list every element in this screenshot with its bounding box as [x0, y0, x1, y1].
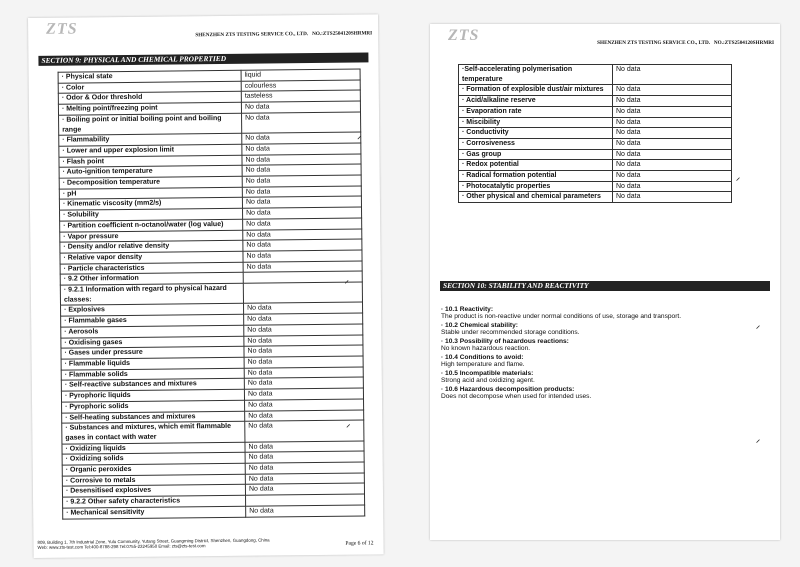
property-name: · Organic peroxides: [62, 463, 245, 476]
property-name: · Substances and mixtures, which emit flammable gases in contact with water: [62, 421, 245, 443]
property-name: · Redox potential: [459, 160, 613, 171]
property-name: · Relative vapor density: [60, 251, 243, 264]
property-name: · Decomposition temperature: [59, 176, 242, 189]
property-value: No data: [244, 335, 363, 347]
property-name: · Radical formation potential: [459, 171, 613, 182]
property-name: · Flammability: [59, 133, 242, 146]
property-value: No data: [613, 106, 732, 117]
property-value: No data: [244, 377, 363, 389]
property-value: No data: [242, 154, 361, 166]
property-name: · Flammable solids: [61, 368, 244, 381]
table-row: [459, 106, 732, 117]
property-value: No data: [241, 101, 360, 113]
property-name: · Mechanical sensitivity: [63, 506, 246, 519]
property-name: · Pyrophoric liquids: [61, 389, 244, 402]
property-name: · Oxidizing solids: [62, 453, 245, 466]
property-value: No data: [244, 356, 363, 368]
property-value: No data: [242, 132, 361, 144]
pen-mark: ⸝: [346, 419, 351, 429]
property-name: · Aerosols: [61, 325, 244, 338]
property-name: · Pyrophoric solids: [62, 400, 245, 413]
pen-mark: ⸝: [736, 173, 740, 182]
property-name: · Auto-ignition temperature: [59, 166, 242, 179]
table-row: [459, 138, 732, 149]
property-value: No data: [245, 483, 364, 495]
page-footer: [37, 537, 269, 550]
property-value: No data: [242, 164, 361, 176]
property-name: · Physical state: [58, 70, 241, 83]
property-name: · Photocatalytic properties: [459, 181, 613, 192]
property-value: No data: [244, 324, 363, 336]
property-name: · pH: [59, 187, 242, 200]
subsection-text: The product is non-reactive under normal conditions of use, storage and transport.: [441, 313, 682, 320]
property-value: No data: [613, 96, 732, 107]
property-name: · Acid/alkaline reserve: [459, 96, 613, 107]
property-name: · Boiling point or initial boiling point and boiling range: [59, 113, 242, 135]
table-row: [459, 96, 732, 107]
section-10-content: [441, 304, 771, 402]
property-name: · Oxidizing liquids: [62, 442, 245, 455]
report-number: NO.:ZTS2504120SHRMRI: [312, 30, 373, 38]
table-row: [459, 128, 732, 139]
property-value: tasteless: [241, 90, 360, 102]
property-name: · Desensitised explosives: [62, 485, 245, 498]
property-value: No data: [613, 85, 732, 96]
document-page-left: [28, 14, 384, 558]
subsection-text: Strong acid and oxidizing agent.: [441, 377, 535, 384]
property-value: No data: [245, 441, 364, 453]
subsection-heading: · 10.5 Incompatible materials:: [441, 370, 534, 377]
table-row: [459, 160, 732, 171]
property-value: No data: [245, 420, 364, 442]
property-value: No data: [613, 128, 732, 139]
table-row: [459, 85, 732, 96]
pen-mark: ⸝: [756, 435, 760, 444]
subsection-text: Stable under recommended storage conditions.: [441, 329, 580, 336]
property-name: · Oxidising gases: [61, 336, 244, 349]
document-page-right: [430, 24, 780, 540]
property-value: No data: [613, 117, 732, 128]
property-value: No data: [242, 186, 361, 198]
page-header: [195, 30, 372, 38]
property-value: No data: [243, 261, 362, 273]
property-name: · 9.2 Other information: [60, 273, 243, 286]
property-name: · Flammable gases: [61, 314, 244, 327]
page-number: Page 6 of 12: [345, 540, 374, 547]
table-row: [459, 65, 732, 85]
footer-address: 809, Building 1, 7th Industrial Zone, Yulu Community, Yutang Street, Guangming District, Shenzhen, Guangdong, China: [37, 537, 270, 545]
property-name: · Corrosive to metals: [62, 474, 245, 487]
property-value: No data: [244, 302, 363, 314]
property-name: · Partition coefficient n-octanol/water (log value): [60, 219, 243, 232]
property-value: No data: [613, 181, 732, 192]
property-value: No data: [242, 112, 361, 134]
subsection-heading: · 10.6 Hazardous decomposition products:: [441, 386, 575, 393]
property-value: No data: [242, 175, 361, 187]
property-name: · Kinematic viscosity (mm2/s): [59, 198, 242, 211]
table-row: [459, 192, 732, 203]
property-name: · Density and/or relative density: [60, 241, 243, 254]
property-name: · Melting point/freezing point: [58, 102, 241, 115]
property-value: No data: [243, 218, 362, 230]
property-value: No data: [244, 313, 363, 325]
subsection-text: High temperature and flame.: [441, 361, 525, 368]
report-number: NO.:ZTS2504120SHRMRI: [713, 40, 774, 46]
property-name: · Explosives: [61, 304, 244, 317]
company-logo: ZTS: [448, 27, 480, 44]
property-name: · Conductivity: [459, 128, 613, 139]
property-value: No data: [244, 367, 363, 379]
company-name: SHENZHEN ZTS TESTING SERVICE CO., LTD.: [195, 31, 309, 39]
property-name: · Flash point: [59, 155, 242, 168]
table-row: [459, 149, 732, 160]
property-value: No data: [244, 345, 363, 357]
property-name: · Gas group: [459, 149, 613, 160]
subsection-heading: · 10.1 Reactivity:: [441, 306, 494, 313]
property-name: · Self-reactive substances and mixtures: [61, 379, 244, 392]
property-name: ·Self-accelerating polymerisation temperature: [459, 65, 613, 85]
property-value: liquid: [241, 69, 360, 81]
pen-mark: ⸝: [357, 131, 362, 141]
pen-mark: ⸝: [756, 321, 760, 330]
table-row: [459, 117, 732, 128]
property-value: No data: [245, 451, 364, 463]
section-10-title: SECTION 10: STABILITY AND REACTIVITY: [440, 281, 770, 291]
property-name: · Evaporation rate: [459, 106, 613, 117]
properties-table-continued: [458, 64, 732, 203]
property-name: · Flammable liquids: [61, 357, 244, 370]
property-name: · Vapor pressure: [60, 230, 243, 243]
property-value: No data: [242, 143, 361, 155]
property-name: · Lower and upper explosion limit: [59, 144, 242, 157]
property-value: No data: [613, 138, 732, 149]
company-name: SHENZHEN ZTS TESTING SERVICE CO., LTD.: [597, 40, 710, 46]
property-value: No data: [243, 207, 362, 219]
property-value: No data: [613, 192, 732, 203]
footer-contacts: Web: www.zts-test.com Tel:400-8788-298 Tel:0755-23245950 Email: zts@zts-test.com: [37, 542, 206, 550]
property-name: · 9.2.2 Other safety characteristics: [63, 495, 246, 508]
subsection-heading: · 10.4 Conditions to avoid:: [441, 354, 524, 361]
property-value: colourless: [241, 80, 360, 92]
table-row: [459, 171, 732, 182]
property-name: · Miscibility: [459, 117, 613, 128]
property-value: No data: [242, 196, 361, 208]
property-value: No data: [613, 160, 732, 171]
table-row: [459, 181, 732, 192]
properties-table: [58, 69, 366, 520]
property-value: No data: [613, 149, 732, 160]
property-name: · Gases under pressure: [61, 347, 244, 360]
pen-mark: ⸝: [344, 275, 349, 285]
property-name: · Other physical and chemical parameters: [459, 192, 613, 203]
property-value: No data: [245, 462, 364, 474]
property-value: No data: [243, 239, 362, 251]
subsection-text: No known hazardous reaction.: [441, 345, 531, 352]
property-value: No data: [245, 410, 364, 422]
property-name: · Color: [58, 81, 241, 94]
property-name: · Self-heating substances and mixtures: [62, 411, 245, 424]
property-name: · Odor & Odor threshold: [58, 92, 241, 105]
property-value: No data: [245, 399, 364, 411]
company-logo: ZTS: [46, 20, 78, 38]
property-value: No data: [246, 505, 365, 517]
property-value: No data: [245, 473, 364, 485]
subsection-text: Does not decompose when used for intended uses.: [441, 393, 592, 400]
subsection-heading: · 10.2 Chemical stability:: [441, 322, 518, 329]
property-value: No data: [243, 250, 362, 262]
property-value: No data: [243, 229, 362, 241]
property-name: · Solubility: [60, 208, 243, 221]
page-header: [597, 40, 774, 46]
property-name: · Particle characteristics: [60, 262, 243, 275]
section-9-title: SECTION 9: PHYSICAL AND CHEMICAL PROPERTIED: [38, 52, 368, 65]
property-value: No data: [613, 65, 732, 85]
property-name: · Corrosiveness: [459, 138, 613, 149]
subsection-heading: · 10.3 Possibility of hazardous reactions:: [441, 338, 569, 345]
property-value: No data: [613, 171, 732, 182]
property-value: No data: [244, 388, 363, 400]
property-name: · 9.2.1 Information with regard to physical hazard classes:: [60, 283, 243, 305]
property-name: · Formation of explosible dust/air mixtures: [459, 85, 613, 96]
